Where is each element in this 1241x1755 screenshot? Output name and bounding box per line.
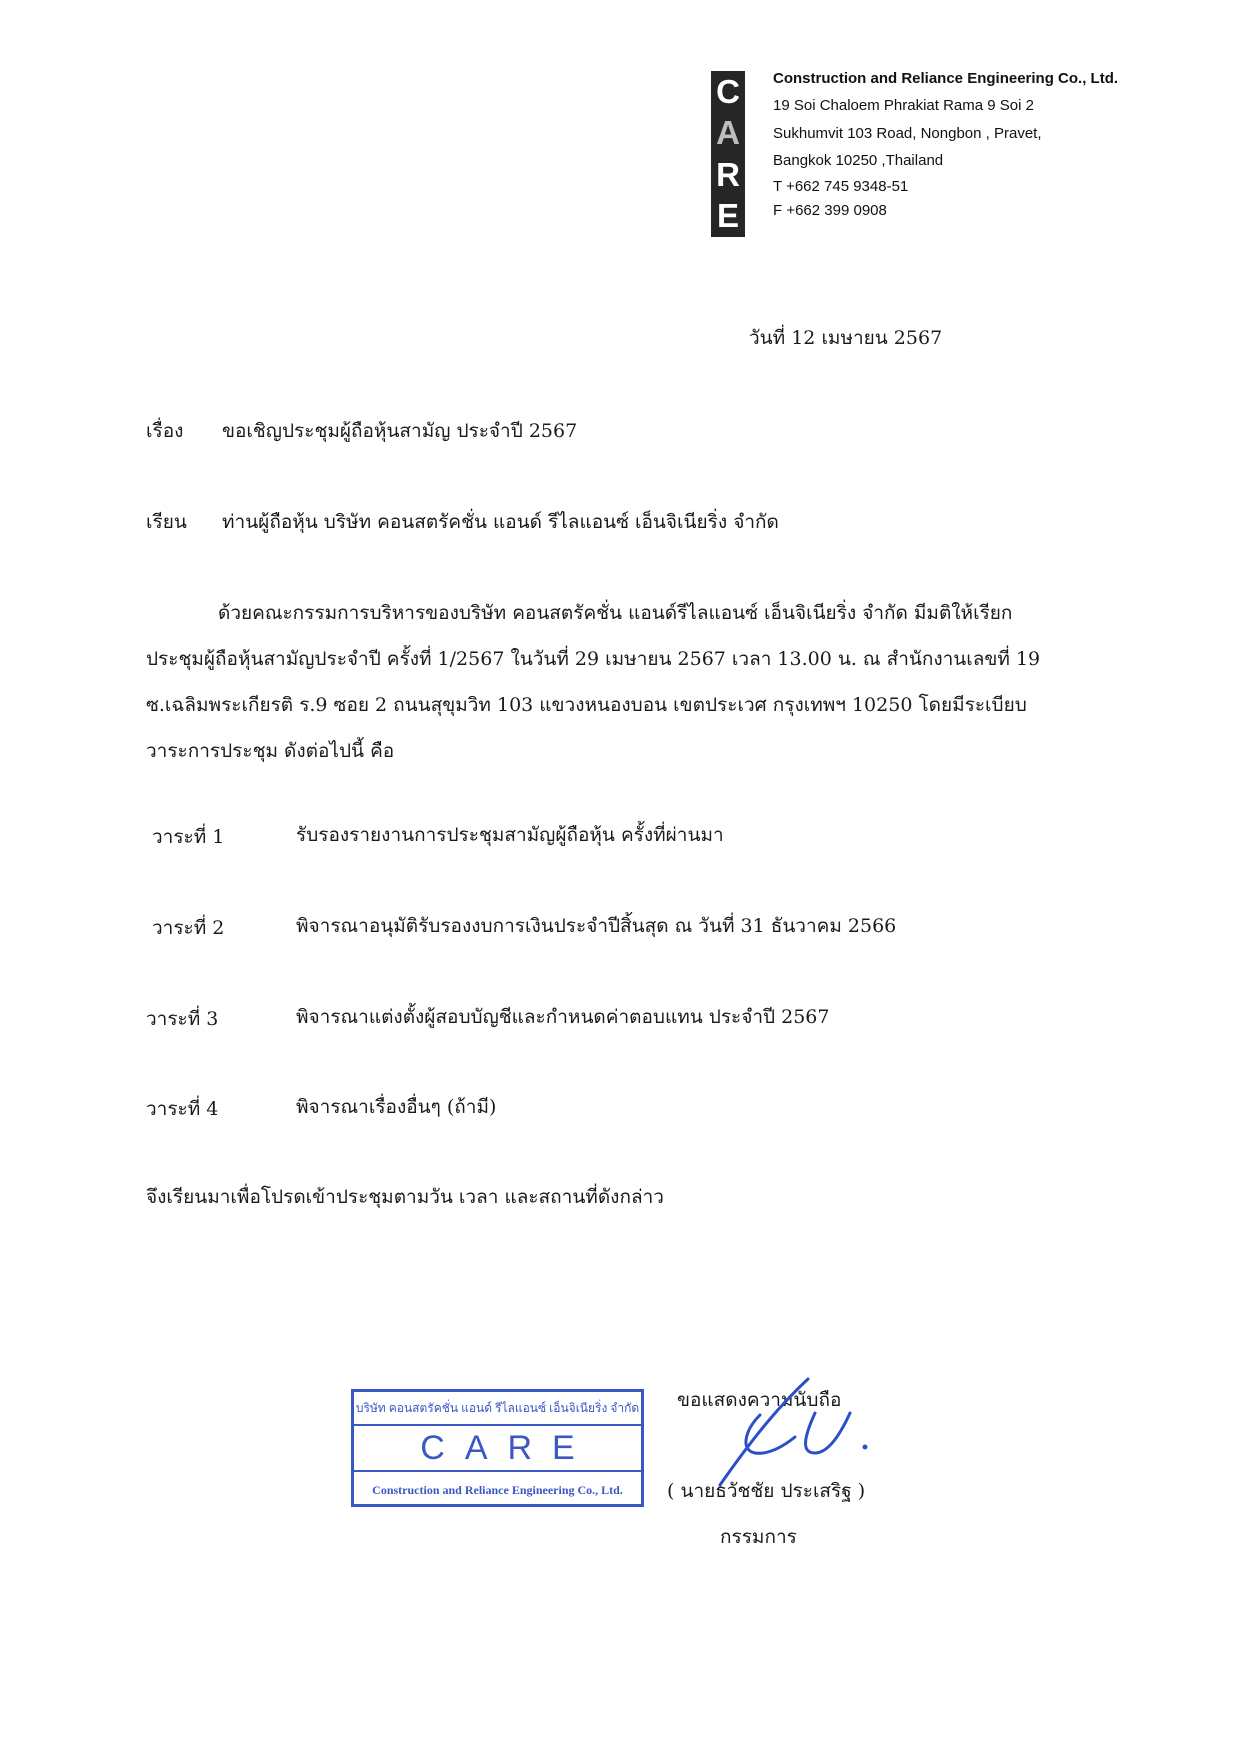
company-info — [773, 66, 1193, 223]
stamp-english-name: Construction and Reliance Engineering Co., Ltd. — [372, 1483, 623, 1497]
address-line: Sukhumvit 103 Road, Nongbon , Pravet, — [773, 124, 1042, 142]
stamp-thai-name: บริษัท คอนสตรัคชั่น แอนด์ รีไลแอนซ์ เอ็นจิเนียริ่ง จำกัด — [354, 1392, 641, 1426]
agenda-text-1: รับรองรายงานการประชุมสามัญผู้ถือหุ้น ครั้งที่ผ่านมา — [296, 824, 724, 846]
company-name: Construction and Reliance Engineering Co., Ltd. — [773, 70, 1119, 87]
agenda-text-2: พิจารณาอนุมัติรับรองงบการเงินประจำปีสิ้นสุด ณ วันที่ 31 ธันวาคม 2566 — [296, 915, 897, 937]
body-line: ซ.เฉลิมพระเกียรติ ร.9 ซอย 2 ถนนสุขุมวิท 103 แขวงหนองบอน เขตประเวศ กรุงเทพฯ 10250 โดยมีระเบียบ — [146, 694, 1027, 716]
logo-letter-c: C — [716, 72, 740, 110]
fax-line: F +662 399 0908 — [773, 201, 887, 219]
logo-letter-r: R — [716, 155, 740, 193]
agenda-label-2: วาระที่ 2 — [152, 917, 225, 939]
agenda-text-3: พิจารณาแต่งตั้งผู้สอบบัญชีและกำหนดค่าตอบแทน ประจำปี 2567 — [296, 1006, 830, 1028]
subject-text: ขอเชิญประชุมผู้ถือหุ้นสามัญ ประจำปี 2567 — [222, 420, 578, 442]
recipient-text: ท่านผู้ถือหุ้น บริษัท คอนสตรัคชั่น แอนด์ รีไลแอนซ์ เอ็นจิเนียริ่ง จำกัด — [222, 511, 779, 533]
subject-label: เรื่อง — [146, 420, 184, 442]
body-paragraph — [146, 590, 1112, 774]
subject-row — [146, 416, 183, 446]
agenda-label-1: วาระที่ 1 — [152, 826, 225, 848]
logo-letter-e: E — [716, 197, 739, 235]
address-line: 19 Soi Chaloem Phrakiat Rama 9 Soi 2 — [773, 97, 1034, 114]
signature-greeting: ขอแสดงความนับถือ — [677, 1389, 842, 1411]
agenda-label-4: วาระที่ 4 — [146, 1098, 219, 1120]
address-line: Bangkok 10250 ,Thailand — [773, 152, 944, 169]
body-line: วาระการประชุม ดังต่อไปนี้ คือ — [146, 740, 395, 762]
logo-letter-a: A — [716, 114, 740, 152]
agenda-text-4: พิจารณาเรื่องอื่นๆ (ถ้ามี) — [296, 1096, 497, 1118]
phone-line: T +662 745 9348-51 — [773, 177, 909, 195]
signer-name: ( นายธวัชชัย ประเสริฐ ) — [667, 1480, 866, 1502]
stamp-care: CARE — [354, 1426, 641, 1472]
closing-line: จึงเรียนมาเพื่อโปรดเข้าประชุมตามวัน เวลา และสถานที่ดังกล่าว — [146, 1186, 664, 1208]
agenda-label-3: วาระที่ 3 — [146, 1008, 219, 1030]
company-stamp — [351, 1389, 644, 1507]
body-line: ประชุมผู้ถือหุ้นสามัญประจำปี ครั้งที่ 1/2567 ในวันที่ 29 เมษายน 2567 เวลา 13.00 น. ณ สำนักงานเลขที่ 19 — [146, 648, 1041, 670]
body-line: ด้วยคณะกรรมการบริหารของบริษัท คอนสตรัคชั่น แอนด์รีไลแอนซ์ เอ็นจิเนียริ่ง จำกัด มีมติให้เรียก — [218, 602, 1013, 624]
care-logo — [711, 71, 745, 237]
letter-date: วันที่ 12 เมษายน 2567 — [749, 327, 943, 349]
signer-title: กรรมการ — [720, 1526, 797, 1548]
recipient-label: เรียน — [146, 511, 187, 533]
